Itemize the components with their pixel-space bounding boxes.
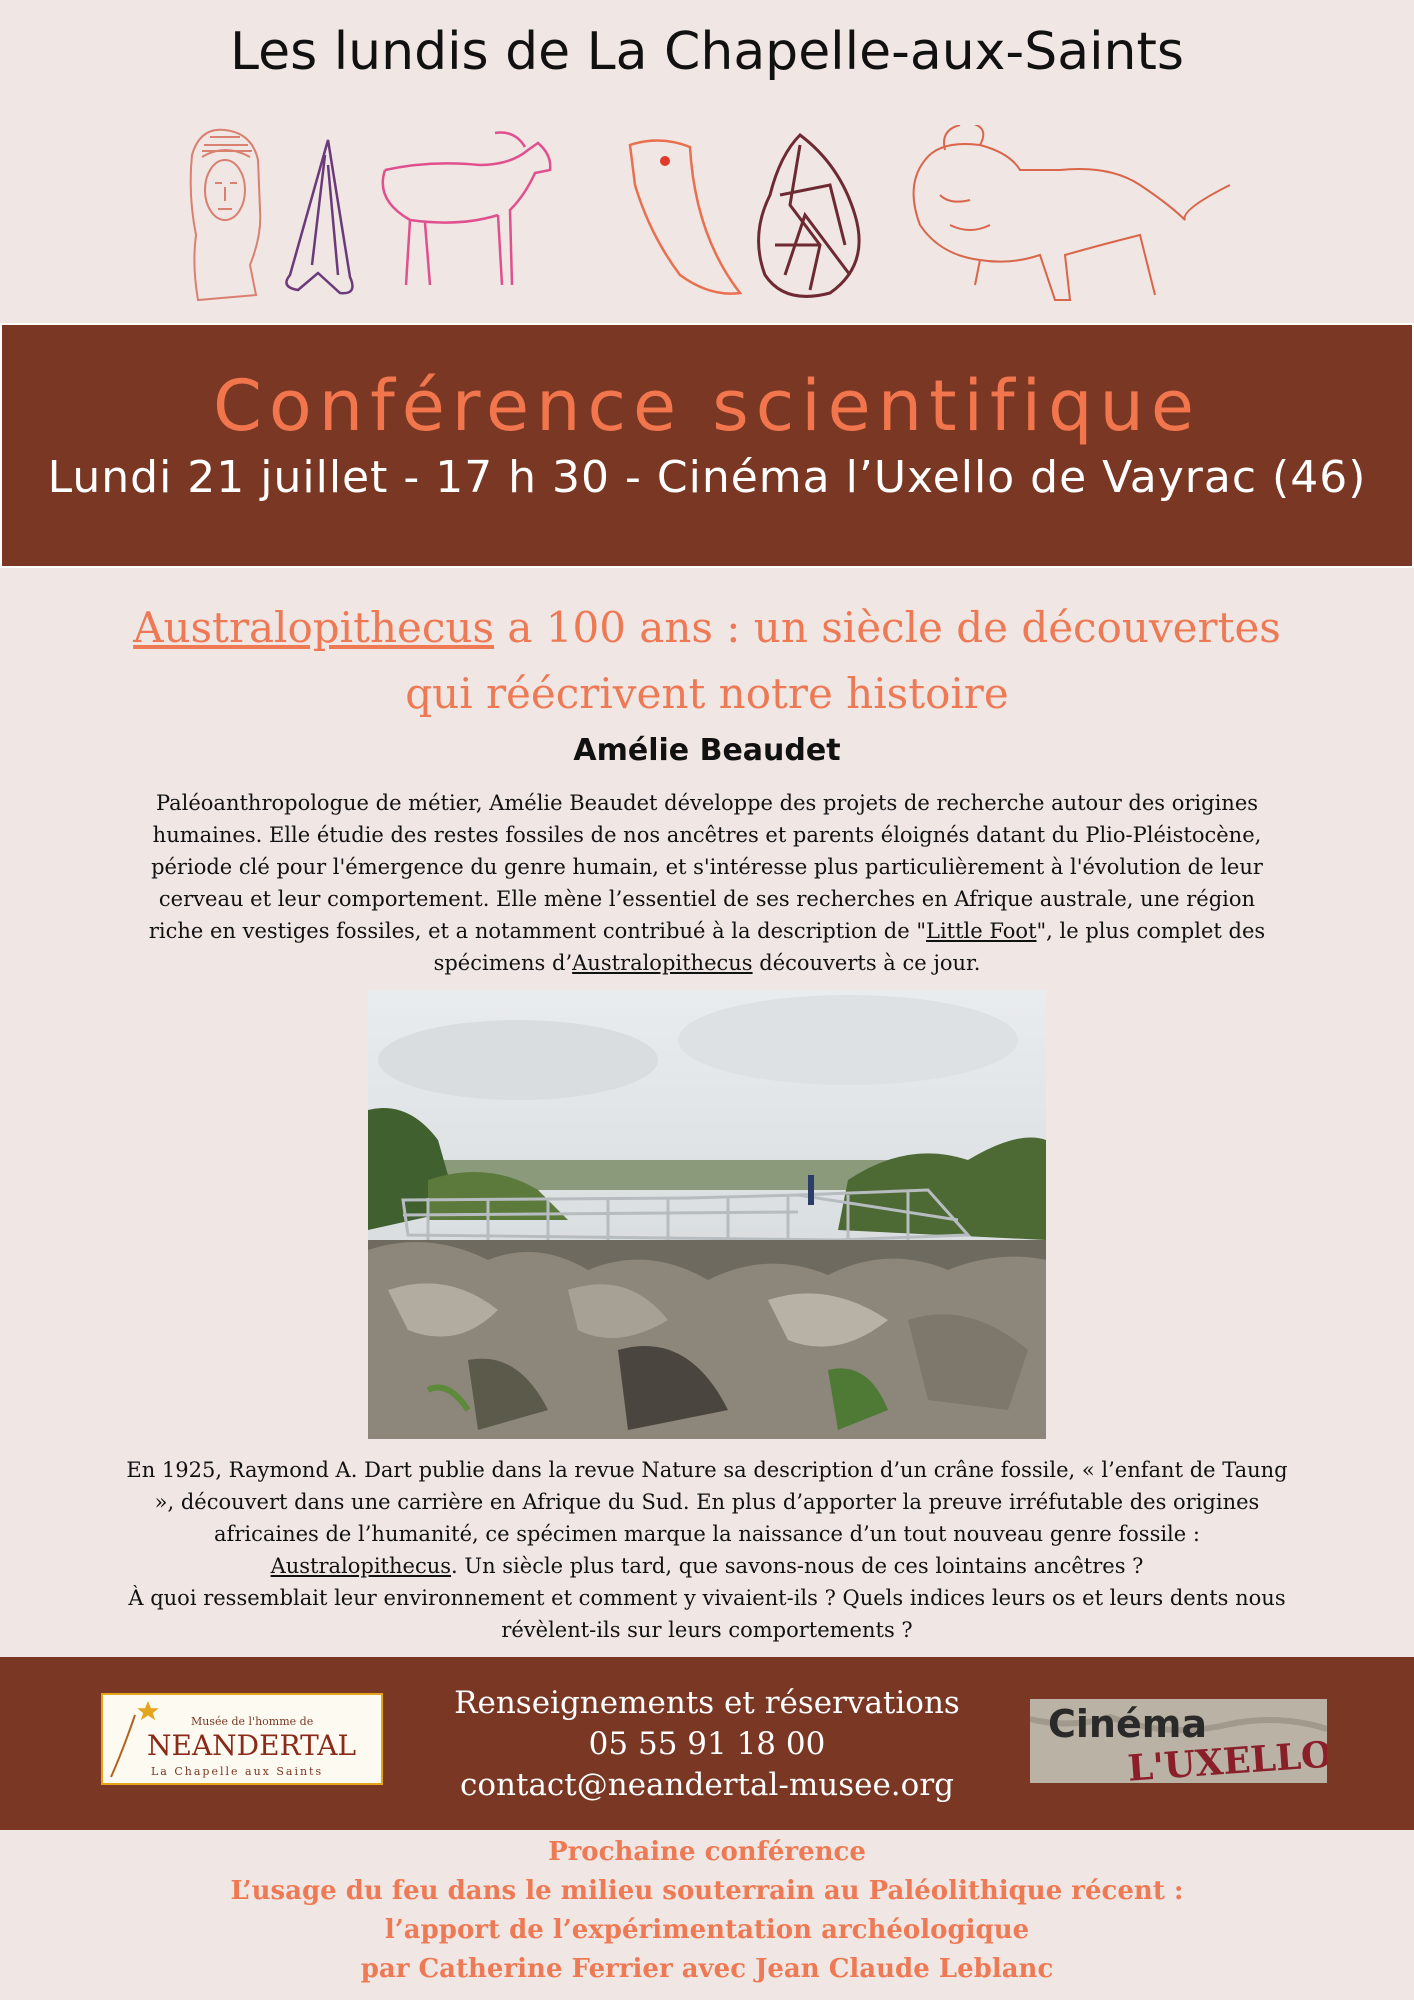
talk-description [120,1454,1294,1646]
prehistoric-sketches-illustration [180,125,1260,315]
talk-title-genus-link[interactable]: Australopithecus [133,603,495,652]
bio-text-1: Paléoanthropologue de métier, Amélie Beaudet développe des projets de recherche autour des origines humaines. Elle étudie des restes fossiles de nos ancêtres et parents éloignés datant du Plio-Pléistocène, période clé pour l'émergence du genre humain, et s'intéresse plus particulièrement à l'évolution de leur cerveau et leur comportement. Elle mène l’essentiel de ses recherches en Afrique australe, une région riche en vestiges fossiles, et a notamment contribué à la description de " [148,791,1263,943]
contact-info [357,1683,1057,1806]
talk-title-line2: qui réécrivent notre histoire [405,669,1009,718]
speaker-bio [135,787,1279,979]
bio-genus-link[interactable]: Australopithecus [572,951,753,975]
logo-location: La Chapelle aux Saints [151,1765,324,1778]
next-conference-speakers: par Catherine Ferrier avec Jean Claude Leblanc [360,1954,1054,1984]
contact-heading: Renseignements et réservations [454,1685,960,1721]
bison-sketch [914,125,1230,300]
speaker-name: Amélie Beaudet [573,733,841,768]
next-conference-line2: l’apport de l’expérimentation archéologique [384,1915,1030,1945]
cinema-logo-name: L'UXELLO [1126,1733,1327,1783]
excavation-site-photo [368,990,1046,1439]
neandertal-logo-graphic [103,1695,381,1783]
talk-title [100,595,1314,727]
little-foot-link[interactable]: Little Foot [926,919,1037,943]
banner-title: Conférence scientifique [213,365,1201,447]
desc-genus-link[interactable]: Australopithecus [270,1554,452,1578]
contact-footer [0,1657,1414,1830]
next-conference-label: Prochaine conférence [548,1837,866,1867]
next-conference-line1: L’usage du feu dans le milieu souterrain au Paléolithique récent : [230,1876,1184,1906]
contact-phone[interactable]: 05 55 91 18 00 [588,1726,826,1762]
page-title: Les lundis de La Chapelle-aux-Saints [230,22,1184,82]
neandertal-museum-logo[interactable] [101,1693,383,1785]
bio-text-3: découverts à ce jour. [752,951,981,975]
cinema-uxello-logo[interactable] [1030,1699,1327,1783]
desc-text-3: À quoi ressemblait leur environnement et comment y vivaient-ils ? Quels indices leurs os et leurs dents nous révèlent-ils sur leurs comportements ? [128,1586,1286,1642]
desc-text-1: En 1925, Raymond A. Dart publie dans la revue Nature sa description d’un crâne fossile, « l’enfant de Taung », découvert dans une carrière en Afrique du Sud. En plus d’apporter la preuve irréfutable des origines africaines de l’humanité, ce spécimen marque la naissance d’un tout nouveau genre fossile : [126,1458,1288,1546]
logo-museum-label: Musée de l'homme de [191,1715,314,1728]
contact-email[interactable]: contact@neandertal-musee.org [460,1767,954,1803]
talk-title-line1: a 100 ans : un siècle de découvertes [494,603,1281,652]
cinema-logo-graphic [1030,1699,1327,1783]
desc-text-2: . Un siècle plus tard, que savons-nous de ces lointains ancêtres ? [451,1554,1144,1578]
cinema-logo-word: Cinéma [1048,1702,1207,1746]
horn-tooth-sketch [630,140,740,293]
arrowhead-sketch [286,140,352,293]
hand-axe-sketch [759,135,860,296]
conference-banner [0,323,1414,568]
next-conference [0,1833,1414,1989]
logo-neandertal-name: NEANDERTAL [147,1729,357,1762]
bio-text-2: ", le plus complet des spécimens d’ [433,919,1266,975]
banner-date-location: Lundi 21 juillet - 17 h 30 - Cinéma l’Uxello de Vayrac (46) [47,452,1367,503]
venus-head-sketch [191,130,261,300]
ibex-sketch [383,133,550,285]
